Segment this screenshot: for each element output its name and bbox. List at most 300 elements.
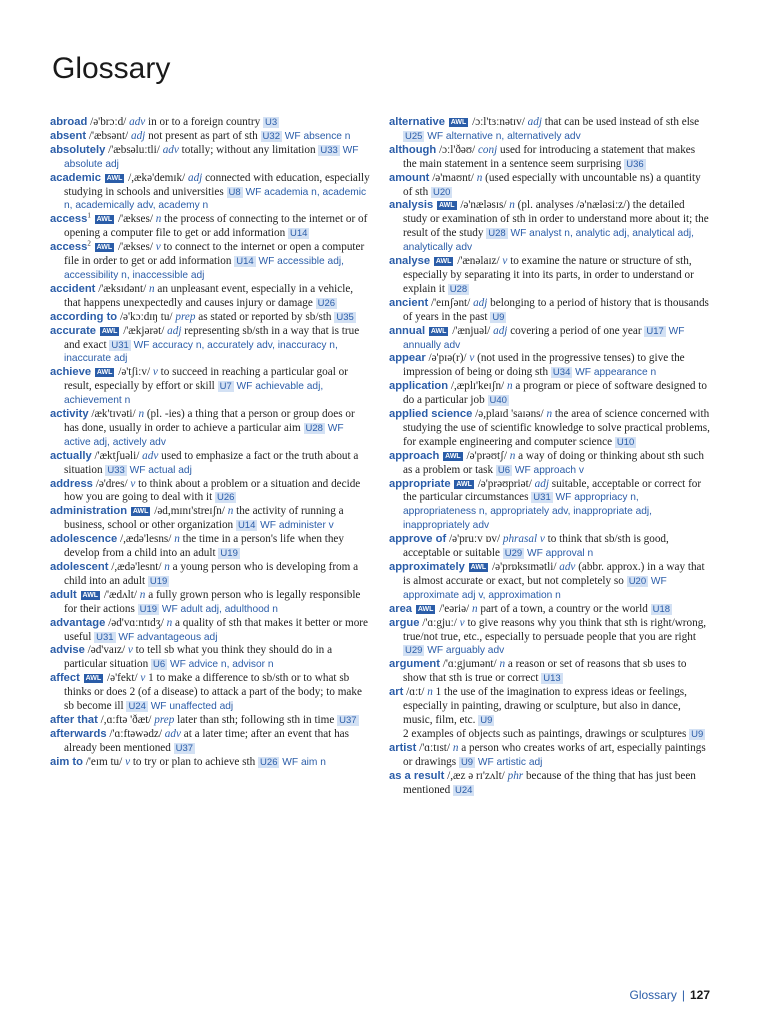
definition: to think that sb/sth is good, acceptable or suitable bbox=[403, 533, 669, 560]
pronunciation: /'eɪnʃənt/ bbox=[430, 296, 471, 309]
unit-badge: U26 bbox=[217, 492, 235, 504]
glossary-entry bbox=[50, 283, 372, 311]
pronunciation: /ə'prɒksɪmətli/ bbox=[492, 561, 557, 573]
definition: (pl. analyses /ə'næləsiːz/) the detailed study or examination of sth in order to understand more about it; the result of the study bbox=[403, 199, 709, 240]
unit-badge: U29 bbox=[405, 645, 423, 657]
pronunciation: /'eəriə/ bbox=[439, 602, 470, 615]
glossary-entry bbox=[50, 561, 372, 589]
headword: area bbox=[389, 602, 413, 615]
headword: approve of bbox=[389, 533, 447, 546]
pronunciation: /ə'maʊnt/ bbox=[432, 171, 474, 184]
headword: argument bbox=[389, 658, 440, 671]
unit-badge: U14 bbox=[290, 228, 308, 240]
headword: adolescent bbox=[50, 561, 109, 573]
headword: afterwards bbox=[50, 727, 107, 740]
pronunciation: /'æbsəluːtli/ bbox=[108, 143, 160, 156]
definition: to tell sb what you think they should do in a particular situation bbox=[64, 644, 333, 671]
definition: used to emphasize a fact or the truth about a situation bbox=[64, 449, 359, 476]
pronunciation: /'ɑːftəwədz/ bbox=[109, 727, 162, 740]
pronunciation: /ə'pɪə(r)/ bbox=[428, 352, 467, 365]
part-of-speech: n bbox=[227, 505, 234, 518]
pronunciation: /ɔːl'ðəʊ/ bbox=[439, 143, 476, 156]
part-of-speech: adj bbox=[493, 324, 508, 337]
glossary-entry bbox=[50, 325, 372, 367]
definition: a young person who is developing from a child into an adult bbox=[64, 561, 359, 587]
part-of-speech: n bbox=[452, 741, 459, 754]
headword: accident bbox=[50, 282, 96, 295]
unit-badge: U14 bbox=[237, 520, 256, 532]
glossary-entry bbox=[389, 686, 711, 742]
part-of-speech: n bbox=[509, 199, 515, 212]
definition: to think about a problem or a situation and decide how you are going to deal with it bbox=[64, 477, 361, 504]
word-family: WF annually adv bbox=[403, 325, 685, 351]
part-of-speech: v bbox=[127, 644, 133, 657]
headword: argue bbox=[389, 616, 420, 629]
glossary-entry bbox=[389, 380, 711, 408]
part-of-speech: adv bbox=[129, 116, 146, 128]
glossary-entry bbox=[50, 714, 372, 728]
unit-badge: U34 bbox=[552, 367, 571, 379]
unit-badge: U17 bbox=[646, 325, 664, 337]
glossary-entry bbox=[389, 255, 711, 297]
pronunciation: /ə'næləsɪs/ bbox=[460, 199, 507, 212]
pronunciation: /,ækə'demɪk/ bbox=[128, 171, 186, 184]
awl-badge: AWL bbox=[456, 480, 472, 488]
pronunciation: /ə,plaɪd 'saɪəns/ bbox=[475, 408, 544, 421]
pronunciation: /'eɪm tu/ bbox=[85, 755, 123, 768]
word-family: WF appearance n bbox=[575, 367, 657, 379]
definition: to connect to the internet or open a computer file in order to get or add information bbox=[64, 241, 365, 268]
unit-badge: U40 bbox=[489, 395, 507, 407]
pronunciation: /,ædə'lesnt/ bbox=[111, 561, 162, 573]
definition: to succeed in reaching a particular goal or result, especially by effort or skill bbox=[64, 366, 348, 393]
definition: 1 to make a difference to sb/sth or to what sb thinks or does 2 (of a disease) to attack a part of the body; to make sb become ill bbox=[64, 672, 362, 713]
glossary-column-right bbox=[389, 116, 711, 797]
pronunciation: /əd'vaɪz/ bbox=[87, 644, 126, 657]
part-of-speech: adv bbox=[162, 143, 179, 156]
unit-badge: U9 bbox=[492, 311, 505, 323]
unit-badge: U19 bbox=[149, 575, 168, 587]
glossary-entry bbox=[389, 478, 711, 534]
pronunciation: /ə'tʃiːv/ bbox=[118, 366, 151, 379]
unit-badge: U20 bbox=[432, 186, 451, 198]
part-of-speech: v bbox=[469, 352, 475, 365]
part-of-speech: v bbox=[130, 477, 136, 490]
pronunciation: /ə'dres/ bbox=[95, 477, 128, 490]
word-family: WF advice n, advisor n bbox=[169, 659, 274, 671]
glossary-entry bbox=[389, 533, 711, 561]
definition: a program or piece of software designed to do a particular job bbox=[403, 380, 708, 407]
unit-badge: U32 bbox=[262, 130, 280, 142]
part-of-speech: v bbox=[502, 255, 508, 268]
pronunciation: /'æbsənt/ bbox=[88, 129, 129, 142]
unit-badge: U28 bbox=[305, 422, 323, 434]
pronunciation: /'æksɪdənt/ bbox=[98, 282, 147, 295]
glossary-entry bbox=[50, 756, 372, 770]
pronunciation: /ə'fekt/ bbox=[107, 672, 138, 685]
pronunciation: /'ækjərət/ bbox=[123, 324, 165, 337]
definition: (not used in the progressive tenses) to give the impression of being or doing sth bbox=[403, 352, 685, 379]
word-family: WF academia n, academic n, academically adv, academy n bbox=[64, 186, 367, 212]
headword: although bbox=[389, 143, 437, 156]
definition: a fully grown person who is legally responsible for their actions bbox=[64, 588, 361, 615]
part-of-speech: v bbox=[152, 366, 158, 379]
part-of-speech: v bbox=[140, 672, 146, 685]
glossary-entry bbox=[50, 241, 372, 283]
headword: art bbox=[389, 686, 404, 699]
part-of-speech: phr bbox=[507, 769, 524, 782]
unit-badge: U10 bbox=[616, 436, 635, 448]
glossary-entry bbox=[389, 408, 711, 450]
glossary-entry bbox=[50, 617, 372, 645]
part-of-speech: phrasal v bbox=[502, 533, 545, 546]
headword: artist bbox=[389, 741, 417, 754]
definition: later than sth; following sth in time bbox=[177, 713, 335, 726]
awl-badge: AWL bbox=[438, 202, 455, 210]
part-of-speech: n bbox=[506, 380, 513, 393]
glossary-entry bbox=[50, 130, 372, 144]
word-family: WF active adj, actively adv bbox=[64, 422, 344, 448]
awl-badge: AWL bbox=[132, 508, 149, 516]
awl-badge: AWL bbox=[430, 327, 447, 335]
unit-badge: U33 bbox=[320, 144, 338, 156]
part-of-speech: adj bbox=[473, 296, 488, 309]
unit-badge: U31 bbox=[111, 339, 129, 351]
unit-badge: U36 bbox=[626, 158, 644, 170]
glossary-entry bbox=[389, 603, 711, 617]
headword: administration bbox=[50, 505, 128, 518]
glossary-entry bbox=[50, 478, 372, 506]
part-of-speech: n bbox=[166, 616, 173, 629]
unit-badge: U31 bbox=[96, 631, 114, 643]
headword-superscript: 2 bbox=[87, 239, 91, 248]
headword: analysis bbox=[389, 199, 434, 212]
part-of-speech: prep bbox=[175, 310, 196, 323]
glossary-entry bbox=[389, 325, 711, 353]
word-family: WF artistic adj bbox=[477, 756, 543, 768]
glossary-entry bbox=[389, 617, 711, 659]
word-family: WF absence n bbox=[284, 130, 351, 142]
headword: analyse bbox=[389, 255, 431, 268]
unit-badge: U24 bbox=[128, 701, 146, 713]
headword: after that bbox=[50, 713, 98, 726]
headword-superscript: 1 bbox=[87, 211, 91, 220]
part-of-speech: n bbox=[164, 561, 170, 573]
definition: belonging to a period of history that is thousands of years in the past bbox=[403, 296, 709, 323]
definition: to examine the nature or structure of sth, especially by separating it into its parts, in order to understand or explain it bbox=[403, 255, 694, 295]
headword: absent bbox=[50, 129, 87, 142]
headword: actually bbox=[50, 449, 92, 462]
glossary-entry bbox=[50, 366, 372, 408]
part-of-speech: n bbox=[509, 449, 516, 462]
definition: covering a period of one year bbox=[510, 324, 642, 337]
awl-badge: AWL bbox=[96, 244, 113, 252]
pronunciation: /ə'prəʊtʃ/ bbox=[466, 449, 507, 462]
unit-badge: U33 bbox=[107, 464, 125, 476]
word-family: WF approach v bbox=[514, 464, 584, 476]
unit-badge: U19 bbox=[139, 603, 158, 615]
word-family: WF accuracy n, accurately adv, inaccuracy n, inaccurate adj bbox=[64, 339, 338, 365]
awl-badge: AWL bbox=[96, 369, 113, 377]
pronunciation: /'ækses/ bbox=[118, 213, 153, 226]
part-of-speech: conj bbox=[477, 143, 498, 156]
unit-badge: U26 bbox=[317, 297, 336, 309]
word-family: WF arguably adv bbox=[427, 645, 505, 657]
definition: at a later time; after an event that has already been mentioned bbox=[64, 727, 349, 754]
pronunciation: /ɑːt/ bbox=[406, 686, 425, 699]
unit-badge: U28 bbox=[488, 228, 506, 240]
glossary-entry bbox=[389, 352, 711, 380]
part-of-speech: adj bbox=[187, 171, 203, 184]
unit-badge: U35 bbox=[336, 311, 354, 323]
headword: accurate bbox=[50, 324, 97, 337]
definition: the process of connecting to the internet or of opening a computer file to get or add information bbox=[64, 213, 368, 240]
part-of-speech: adv bbox=[142, 449, 159, 462]
unit-badge: U14 bbox=[236, 256, 254, 268]
unit-badge: U7 bbox=[219, 381, 232, 393]
part-of-speech: adj bbox=[527, 116, 542, 128]
glossary-entry bbox=[50, 450, 372, 478]
pronunciation: /'æktʃuəli/ bbox=[94, 449, 140, 462]
page-footer bbox=[630, 988, 711, 1002]
headword: according to bbox=[50, 310, 118, 323]
word-family: WF aim n bbox=[282, 756, 326, 768]
pronunciation: /'ækses/ bbox=[118, 241, 153, 254]
definition: the area of science concerned with studying the use of scientific knowledge to solve practical problems, for example engineering and computer science bbox=[403, 408, 710, 448]
word-family: WF appropriacy n, appropriateness n, appropriately adv, inappropriate adj, inappropriately adv bbox=[403, 492, 652, 532]
definition: not present as part of sth bbox=[148, 129, 258, 142]
word-family: WF unaffected adj bbox=[150, 701, 234, 713]
part-of-speech: n bbox=[546, 408, 553, 421]
awl-badge: AWL bbox=[470, 564, 487, 571]
definition: representing sb/sth in a way that is true and exact bbox=[64, 324, 360, 351]
awl-badge: AWL bbox=[445, 452, 461, 460]
unit-badge: U9 bbox=[460, 756, 474, 768]
definition: because of the thing that has just been mentioned bbox=[403, 769, 696, 796]
glossary-entry bbox=[50, 116, 372, 130]
glossary-entry bbox=[389, 199, 711, 255]
part-of-speech: n bbox=[155, 213, 162, 226]
word-family: WF achievable adj, achievement n bbox=[64, 381, 324, 407]
definition: (used especially with uncountable ns) a quantity of sth bbox=[403, 171, 701, 198]
glossary-entry bbox=[50, 728, 372, 756]
headword: activity bbox=[50, 408, 89, 421]
headword: approximately bbox=[389, 561, 465, 573]
glossary-entry bbox=[50, 172, 372, 214]
definition: used for introducing a statement that makes the main statement in a sentence seem surprising bbox=[403, 143, 696, 170]
headword: abroad bbox=[50, 116, 88, 128]
page-title: Glossary bbox=[52, 52, 171, 85]
headword: application bbox=[389, 380, 449, 393]
glossary-entry bbox=[389, 658, 711, 686]
pronunciation: /'ænəlaɪz/ bbox=[457, 255, 500, 268]
definition: a reason or set of reasons that sb uses to show that sth is true or correct bbox=[403, 658, 687, 685]
part-of-speech: n bbox=[139, 588, 146, 601]
part-of-speech: n bbox=[471, 602, 478, 615]
headword: approach bbox=[389, 449, 440, 462]
glossary-entry bbox=[50, 589, 372, 617]
awl-badge: AWL bbox=[82, 591, 99, 599]
pronunciation: /əd'vɑːntɪdʒ/ bbox=[108, 616, 164, 629]
glossary-entry bbox=[389, 172, 711, 200]
part-of-speech: n bbox=[138, 408, 145, 421]
unit-badge: U20 bbox=[628, 575, 647, 587]
headword: advantage bbox=[50, 616, 106, 629]
definition: as stated or reported by sb/sth bbox=[198, 310, 332, 323]
definition: a person who creates works of art, especially paintings or drawings bbox=[403, 741, 706, 768]
part-of-speech: n bbox=[174, 533, 180, 546]
word-family: WF alternative n, alternatively adv bbox=[427, 130, 581, 142]
pronunciation: /,ædə'lesns/ bbox=[119, 533, 172, 546]
definition: a way of doing or thinking about sth such as a problem or task bbox=[403, 449, 704, 476]
glossary-entry bbox=[50, 533, 372, 561]
pronunciation: /,æz ə rɪ'zʌlt/ bbox=[447, 769, 505, 782]
glossary-entry bbox=[50, 213, 372, 241]
definition: a quality of sth that makes it better or more useful bbox=[64, 616, 368, 643]
awl-badge: AWL bbox=[435, 258, 452, 266]
definition: the activity of running a business, school or other organization bbox=[64, 505, 344, 532]
part-of-speech: prep bbox=[154, 713, 175, 726]
awl-badge: AWL bbox=[85, 675, 102, 683]
awl-badge: AWL bbox=[106, 174, 123, 182]
headword: advise bbox=[50, 644, 85, 657]
definition: part of a town, a country or the world bbox=[480, 602, 648, 615]
glossary-entry bbox=[50, 505, 372, 533]
unit-badge: U3 bbox=[265, 117, 278, 128]
pronunciation: /,æplɪ'keɪʃn/ bbox=[450, 380, 505, 393]
word-family: WF actual adj bbox=[129, 464, 192, 476]
headword: access bbox=[50, 213, 88, 226]
glossary-entry bbox=[389, 144, 711, 172]
unit-badge: U29 bbox=[504, 548, 523, 560]
definition: in or to a foreign country bbox=[148, 116, 261, 128]
page-number: 127 bbox=[689, 988, 710, 1002]
pronunciation: /'ænjuəl/ bbox=[452, 324, 491, 337]
unit-badge: U18 bbox=[652, 603, 671, 615]
unit-badge: U6 bbox=[497, 464, 511, 476]
glossary-entry bbox=[389, 450, 711, 478]
pronunciation: /'ædʌlt/ bbox=[103, 588, 137, 601]
part-of-speech: adj bbox=[130, 129, 146, 142]
unit-badge: U37 bbox=[175, 742, 194, 754]
definition: to try or plan to achieve sth bbox=[132, 755, 256, 768]
glossary-entry bbox=[389, 561, 711, 603]
definition: (abbr. approx.) in a way that is almost accurate or exact, but not completely so bbox=[403, 561, 705, 587]
part-of-speech: adj bbox=[167, 324, 182, 337]
unit-badge: U28 bbox=[449, 283, 468, 295]
part-of-speech: n bbox=[149, 282, 155, 295]
pronunciation: /æk'tɪvəti/ bbox=[91, 408, 136, 421]
part-of-speech: v bbox=[155, 241, 161, 254]
headword: appropriate bbox=[389, 477, 451, 490]
unit-badge: U19 bbox=[220, 548, 238, 560]
unit-badge: U8 bbox=[228, 186, 241, 198]
glossary-entry bbox=[389, 770, 711, 798]
unit-badge: U31 bbox=[533, 492, 551, 504]
glossary-entry bbox=[50, 672, 372, 714]
pronunciation: /ə'prəʊpriət/ bbox=[477, 477, 532, 490]
glossary-entry bbox=[50, 644, 372, 672]
definition: suitable, acceptable or correct for the particular circumstances bbox=[403, 477, 702, 504]
headword: applied science bbox=[389, 408, 473, 421]
definition: to give reasons why you think that sth is right/wrong, true/not true, etc., especially to persuade people that you are right bbox=[403, 616, 707, 643]
word-family: WF analyst n, analytic adj, analytical adj, analytically adv bbox=[403, 228, 694, 254]
part-of-speech: v bbox=[459, 616, 465, 629]
headword: annual bbox=[389, 324, 426, 337]
headword: appear bbox=[389, 352, 426, 365]
word-family: WF administer v bbox=[260, 520, 334, 532]
unit-badge: U24 bbox=[455, 784, 473, 796]
headword: adolescence bbox=[50, 533, 118, 546]
definition: that can be used instead of sth else bbox=[544, 116, 700, 128]
part-of-speech: n bbox=[427, 686, 433, 699]
unit-badge: U6 bbox=[153, 659, 166, 671]
pronunciation: /əd,mɪnɪ'streɪʃn/ bbox=[154, 505, 225, 518]
part-of-speech: adv bbox=[559, 561, 576, 573]
word-family: WF approval n bbox=[526, 548, 594, 560]
glossary-entry bbox=[50, 144, 372, 172]
definition: totally; without any limitation bbox=[181, 143, 316, 156]
glossary-entry bbox=[389, 116, 711, 144]
awl-badge: AWL bbox=[417, 605, 434, 613]
pronunciation: /'ɑːtɪst/ bbox=[419, 741, 451, 754]
unit-badge: U9 bbox=[691, 728, 704, 740]
headword: aim to bbox=[50, 755, 83, 768]
unit-badge: U37 bbox=[339, 714, 357, 726]
awl-badge: AWL bbox=[96, 216, 113, 224]
pronunciation: /ə'pruːv ɒv/ bbox=[449, 533, 501, 546]
glossary-entry bbox=[389, 742, 711, 770]
footer-label: Glossary bbox=[629, 988, 677, 1002]
word-family: WF advantageous adj bbox=[118, 631, 218, 643]
headword: alternative bbox=[389, 116, 445, 128]
pronunciation: /ə'kɔːdɪŋ tu/ bbox=[119, 310, 173, 323]
headword: amount bbox=[389, 171, 430, 184]
definition: an unpleasant event, especially in a vehicle, that happens unexpectedly and causes injury or damage bbox=[64, 282, 354, 309]
pronunciation: /ə'brɔːd/ bbox=[90, 116, 127, 128]
pronunciation: /'ɑːgjumənt/ bbox=[442, 658, 497, 671]
definition: connected with education, especially studying in schools and universities bbox=[64, 171, 370, 198]
unit-badge: U26 bbox=[260, 756, 278, 768]
pronunciation: /'ɑːgjuː/ bbox=[422, 616, 457, 629]
headword: as a result bbox=[389, 769, 445, 782]
part-of-speech: adv bbox=[164, 727, 181, 740]
pronunciation: /,ɑːftə 'ðæt/ bbox=[100, 713, 152, 726]
headword: ancient bbox=[389, 296, 429, 309]
pronunciation: /ɔːl'tɜːnətɪv/ bbox=[472, 116, 525, 128]
headword: absolutely bbox=[50, 143, 106, 156]
headword: achieve bbox=[50, 366, 92, 379]
footer-separator: | bbox=[681, 988, 685, 1002]
headword: address bbox=[50, 477, 93, 490]
awl-badge: AWL bbox=[101, 327, 118, 335]
part-of-speech: adj bbox=[534, 477, 549, 490]
headword: affect bbox=[50, 672, 80, 685]
word-family: WF accessible adj, accessibility n, inaccessible adj bbox=[64, 256, 344, 281]
part-of-speech: n bbox=[499, 658, 506, 671]
unit-badge: U9 bbox=[480, 714, 493, 726]
glossary-entry bbox=[389, 297, 711, 325]
headword: access bbox=[50, 241, 88, 254]
glossary-entry bbox=[50, 311, 372, 325]
word-family: WF adult adj, adulthood n bbox=[161, 603, 278, 615]
part-of-speech: n bbox=[476, 171, 483, 184]
headword: academic bbox=[50, 171, 101, 184]
definition-extra: 2 examples of objects such as paintings, drawings or sculptures bbox=[403, 727, 687, 740]
headword: adult bbox=[50, 588, 77, 601]
unit-badge: U13 bbox=[543, 673, 561, 685]
definition: 1 the use of the imagination to express ideas or feelings, especially in painting, drawing or sculpture, but also in dance, music, film, etc. bbox=[403, 686, 687, 726]
